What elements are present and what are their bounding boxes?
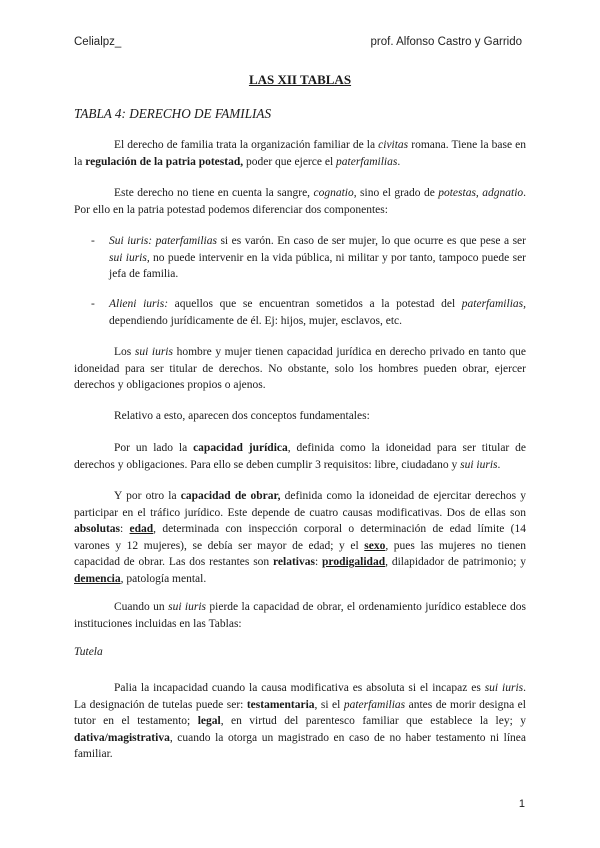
paragraph-1: El derecho de familia trata la organización familiar de la civitas romana. Tiene la base en la regulación de la patria potestad, poder que ejerce el paterfamilias. [74,139,527,168]
paragraph-3: Los sui iuris hombre y mujer tienen capacidad jurídica en derecho privado en tanto que idoneidad para ser titular de derechos. No obstante, solo los hombres pueden obrar, ejercer derechos y obligaciones propios o ajenos. [74,346,526,392]
paragraph-8: Palia la incapacidad cuando la causa modificativa es absoluta si el incapaz es sui iuris. La designación de tutelas puede ser: testamentaria, si el paterfamilias antes de morir designa el tutor en el testamento; legal, en virtud del parentesco familiar que establece la ley; y dativa/magistrativa, cuando la otorga un magistrado en caso de no haber testamento ni línea familiar. [74,682,526,761]
page-number: 1 [518,798,525,810]
header-author: Celialpz_ [74,36,122,48]
tutela-heading: Tutela [74,646,103,658]
header-professor: prof. Alfonso Castro y Garrido [370,36,522,48]
paragraph-4: Relativo a esto, aparecen dos conceptos fundamentales: [114,410,370,422]
list-dash: - [91,235,95,247]
list-item: - Alieni iuris: aquellos que se encuentran sometidos a la potestad del paterfamilias, dependiendo jurídicamente de él. Ej: hijos, mujer, esclavos, etc. [91,298,526,327]
list-item: - Sui iuris: paterfamilias si es varón. En caso de ser mujer, lo que ocurre es que pese a ser sui iuris, no puede intervenir en la vida pública, ni militar y por tanto, tampoco puede ser jefa de familia. [91,235,526,281]
paragraph-5: Por un lado la capacidad jurídica, definida como la idoneidad para ser titular de derechos y obligaciones. Para ello se deben cumplir 3 requisitos: libre, ciudadano y sui iuris. [74,442,526,471]
list-dash: - [91,298,95,310]
paragraph-6: Y por otro la capacidad de obrar, definida como la idoneidad de ejercitar derechos y participar en el tráfico jurídico. Este depende de cuatro causas modificativas. Dos de ellas son absolutas: edad, determinada con inspección corporal o determinación de edad límite (14 varones y 12 mujeres), se debía ser mayor de edad; y el sexo, pues las mujeres no tienen capacidad de obrar. Las dos restantes son relativas: prodigalidad, dilapidador de patrimonio; y demencia, patología mental. [74,490,527,585]
paragraph-7: Cuando un sui iuris pierde la capacidad de obrar, el ordenamiento jurídico establece dos instituciones incluidas en las Tablas: [74,601,526,630]
section-subtitle: TABLA 4: DERECHO DE FAMILIAS [74,106,272,121]
document-title: LAS XII TABLAS [248,72,352,87]
paragraph-2: Este derecho no tiene en cuenta la sangre, cognatio, sino el grado de potestas, adgnatio. Por ello en la patria potestad podemos diferenciar dos componentes: [74,187,527,216]
